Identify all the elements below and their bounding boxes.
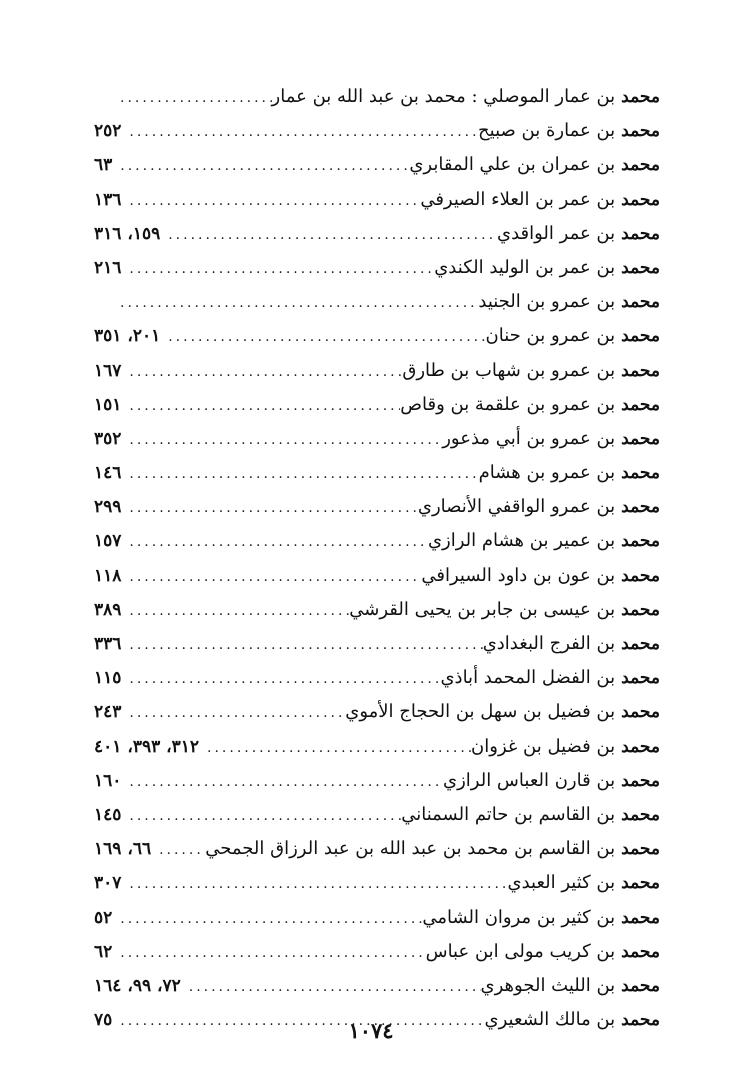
dot-leader	[199, 731, 471, 764]
entry-pages: ٣٠٧	[94, 873, 122, 894]
entry-pages: ٦٢	[94, 941, 113, 962]
entry-name-rest: بن عمرو بن علقمة بن وقاص	[400, 393, 616, 415]
entry-pages: ١٦٧	[94, 360, 122, 381]
dot-leader	[121, 662, 440, 695]
index-entry	[94, 422, 660, 456]
dot-leader	[121, 491, 417, 524]
entry-name-rest: بن كريب مولى ابن عباس	[425, 940, 616, 962]
index-entry	[94, 183, 660, 217]
entry-head-word: محمد	[621, 223, 660, 244]
entry-head-word: محمد	[621, 292, 660, 313]
entry-name	[434, 251, 660, 285]
entry-name	[400, 388, 660, 422]
index-entry	[94, 832, 660, 866]
index-entry	[94, 251, 660, 285]
dot-leader	[121, 867, 507, 900]
entry-name	[443, 764, 660, 798]
entry-name-rest: بن عيسى بن جابر بن يحيى القرشي	[349, 598, 616, 620]
entry-name-rest: بن عمرو الواقفي الأنصاري	[417, 496, 616, 518]
dot-leader	[121, 560, 421, 593]
entry-name	[420, 183, 660, 217]
index-entry	[94, 559, 660, 593]
entry-name	[483, 627, 660, 661]
dot-leader	[121, 696, 345, 729]
index-entry	[94, 764, 660, 798]
entry-head-word: محمد	[621, 257, 660, 278]
entry-head-word: محمد	[621, 326, 660, 347]
dot-leader	[121, 389, 400, 422]
entry-name-rest: بن عمر بن العلاء الصيرفي	[420, 188, 616, 210]
entry-name	[479, 456, 660, 490]
dot-leader	[151, 833, 205, 866]
entry-head-word: محمد	[621, 463, 660, 484]
entry-name	[440, 661, 660, 695]
index-entry	[94, 148, 660, 182]
entry-name-rest: بن الفرج البغدادي	[482, 633, 616, 654]
entry-name	[478, 114, 660, 148]
entry-name-rest: بن الفضل المحمد أباذي	[440, 667, 616, 689]
dot-leader	[121, 457, 478, 490]
entry-head-word: محمد	[621, 839, 660, 860]
index-entry	[94, 695, 660, 729]
entry-pages: ٢٠١، ٣٥١	[94, 326, 161, 347]
entry-head-word: محمد	[621, 189, 660, 210]
entry-name-rest: بن عمير بن هشام الرازي	[427, 530, 616, 552]
dot-leader	[121, 423, 442, 456]
dot-leader	[121, 252, 434, 285]
dot-leader	[181, 970, 481, 1003]
dot-leader	[112, 936, 425, 969]
entry-name	[402, 354, 660, 388]
dot-leader	[112, 81, 272, 114]
index-entry	[94, 217, 660, 251]
entry-name	[442, 422, 660, 456]
entry-pages: ١٣٦	[94, 189, 122, 210]
page-number: ١٠٧٤	[348, 1018, 394, 1043]
entry-head-word: محمد	[621, 531, 660, 552]
dot-leader	[121, 628, 482, 661]
entry-pages: ٢٥٢	[94, 121, 122, 142]
index-entry	[94, 593, 660, 627]
name-index-list	[94, 80, 660, 1037]
entry-pages: ٢٩٩	[94, 497, 122, 518]
entry-name-rest: بن كثير بن مروان الشامي	[422, 906, 616, 928]
index-entry	[94, 969, 660, 1003]
index-entry	[94, 80, 660, 114]
entry-pages: ٦٣	[94, 155, 113, 176]
dot-leader	[160, 320, 485, 353]
index-entry	[94, 798, 660, 832]
entry-pages: ٣١٢، ٣٩٣، ٤٠١	[94, 736, 200, 757]
entry-head-word: محمد	[621, 360, 660, 381]
index-entry	[94, 935, 660, 969]
entry-pages: ٣٣٦	[94, 634, 122, 654]
entry-name-rest: بن عمار الموصلي : محمد بن عبد الله بن عمار	[271, 86, 616, 107]
entry-head-word: محمد	[621, 155, 660, 176]
entry-name-rest: بن مالك الشعيري	[484, 1009, 616, 1031]
entry-pages: ١٥٧	[94, 531, 122, 552]
entry-pages: ٧٢، ٩٩، ١٦٤	[94, 975, 181, 996]
index-entry	[94, 114, 660, 148]
dot-leader	[112, 149, 409, 182]
entry-name-rest: بن عمران بن علي المقابري	[409, 154, 616, 176]
entry-head-word: محمد	[621, 804, 660, 825]
entry-name	[486, 319, 660, 353]
dot-leader	[121, 594, 349, 627]
entry-name	[426, 935, 660, 969]
dot-leader	[121, 525, 428, 558]
entry-name	[418, 490, 660, 524]
entry-head-word: محمد	[621, 975, 660, 996]
entry-name	[497, 217, 660, 251]
entry-name-rest: بن عمرو بن شهاب بن طارق	[402, 359, 616, 381]
index-entry	[94, 866, 660, 900]
entry-name	[478, 285, 660, 319]
entry-name	[345, 695, 660, 729]
entry-name-rest: بن عون بن داود السيرافي	[421, 564, 616, 586]
entry-head-word: محمد	[621, 121, 660, 142]
entry-name	[428, 524, 660, 558]
index-entry	[94, 661, 660, 695]
entry-name	[401, 798, 660, 832]
entry-pages: ١٦٠	[94, 770, 122, 791]
entry-name-rest: بن فضيل بن سهل بن الحجاج الأموي	[345, 701, 616, 723]
index-entry	[94, 524, 660, 558]
dot-leader	[121, 765, 443, 798]
index-entry	[94, 319, 660, 353]
entry-head-word: محمد	[621, 907, 660, 928]
entry-name	[409, 148, 660, 182]
entry-name-rest: بن عمرو بن أبي مذعور	[442, 427, 616, 449]
index-entry	[94, 388, 660, 422]
entry-name-rest: بن الليث الجوهري	[480, 974, 616, 996]
index-entry	[94, 354, 660, 388]
entry-name	[205, 832, 660, 866]
entry-name	[421, 559, 660, 593]
entry-pages: ٢٤٣	[94, 702, 122, 723]
entry-name	[481, 969, 660, 1003]
entry-name-rest: بن عمرو بن حنان	[485, 325, 616, 347]
entry-name-rest: بن القاسم بن حاتم السمناني	[401, 803, 616, 825]
entry-pages: ٧٥	[94, 1010, 113, 1031]
dot-leader	[121, 115, 478, 148]
entry-name-rest: بن عمرو بن هشام	[478, 462, 616, 484]
entry-pages: ١١٨	[94, 565, 122, 586]
entry-pages: ١١٥	[94, 668, 122, 689]
entry-head-word: محمد	[621, 941, 660, 962]
entry-head-word: محمد	[621, 428, 660, 449]
entry-name	[349, 593, 660, 627]
index-entry	[94, 901, 660, 935]
entry-head-word: محمد	[621, 565, 660, 586]
dot-leader	[160, 218, 497, 251]
entry-head-word: محمد	[621, 599, 660, 620]
entry-name-rest: بن عمرو بن الجنيد	[478, 291, 616, 313]
entry-head-word: محمد	[621, 668, 660, 689]
entry-name-rest: بن عمر الواقدي	[496, 222, 616, 244]
entry-name	[272, 80, 660, 114]
dot-leader	[121, 799, 401, 832]
entry-head-word: محمد	[621, 770, 660, 791]
index-entry	[94, 456, 660, 490]
index-entry	[94, 285, 660, 319]
entry-pages: ١٤٦	[94, 463, 122, 484]
entry-name	[471, 730, 660, 764]
entry-name	[507, 866, 660, 900]
entry-head-word: محمد	[621, 87, 660, 107]
entry-name	[422, 901, 660, 935]
dot-leader	[112, 286, 478, 319]
index-entry	[94, 627, 660, 661]
dot-leader	[121, 355, 402, 388]
entry-name-rest: بن القاسم بن محمد بن عبد الله بن عبد الرزاق الجمحي	[205, 838, 616, 860]
entry-name-rest: بن قارن العباس الرازي	[443, 769, 616, 791]
entry-name-rest: بن فضيل بن غزوان	[471, 735, 616, 757]
entry-name-rest: بن عمر بن الوليد الكندي	[434, 256, 616, 278]
dot-leader	[112, 902, 422, 935]
dot-leader	[121, 184, 420, 217]
entry-name-rest: بن عمارة بن صبيح	[478, 120, 616, 142]
entry-name-rest: بن كثير العبدي	[507, 872, 616, 894]
entry-head-word: محمد	[621, 634, 660, 654]
entry-pages: ١٤٥	[94, 804, 122, 825]
entry-pages: ٣٥٢	[94, 428, 122, 449]
entry-pages: ٦٦، ١٦٩	[94, 839, 152, 860]
entry-head-word: محمد	[621, 873, 660, 894]
entry-pages: ١٥٩، ٣١٦	[94, 223, 161, 244]
entry-head-word: محمد	[621, 394, 660, 415]
entry-head-word: محمد	[621, 1010, 660, 1031]
entry-head-word: محمد	[621, 736, 660, 757]
entry-pages: ١٥١	[94, 394, 122, 415]
entry-head-word: محمد	[621, 497, 660, 518]
entry-pages: ٥٢	[94, 907, 113, 928]
entry-pages: ٣٨٩	[94, 599, 122, 620]
entry-pages: ٢١٦	[94, 257, 122, 278]
entry-head-word: محمد	[621, 702, 660, 723]
index-entry	[94, 490, 660, 524]
index-entry	[94, 730, 660, 764]
